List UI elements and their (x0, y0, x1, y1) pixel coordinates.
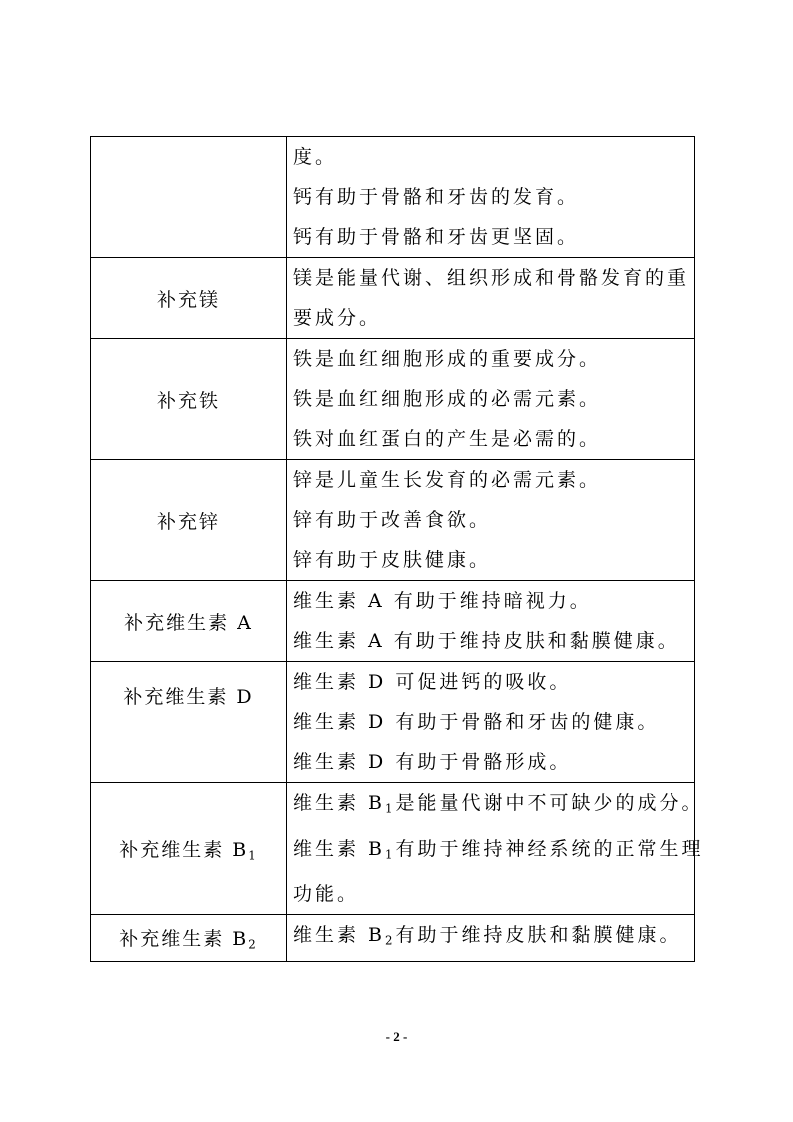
claim-line: 铁是血红细胞形成的必需元素。 (293, 388, 602, 410)
claim-line: 镁是能量代谢、组织形成和骨骼发育的重 (293, 267, 690, 289)
claim-line: 维生素 D 可促进钙的吸收。 (293, 671, 572, 693)
page-number: - 2 - (385, 1029, 408, 1044)
category-cell (91, 258, 287, 339)
category-cell (91, 137, 287, 258)
claim-line: 钙有助于骨骼和牙齿更坚固。 (293, 226, 580, 248)
claim-line: 度。 (293, 146, 338, 168)
claim-line: 维生素 D 有助于骨骼形成。 (293, 751, 572, 773)
claims-cell (287, 137, 695, 258)
category-cell (91, 339, 287, 460)
claim-line: 维生素 A 有助于维持皮肤和黏膜健康。 (293, 630, 680, 652)
category-label: 补充维生素 $B_2$ (119, 928, 258, 952)
claim-line: 维生素 $B_1$是能量代谢中不可缺少的成分。 (293, 792, 704, 816)
claim-line: 功能。 (293, 883, 360, 906)
claims-cell (287, 460, 695, 581)
category-cell (91, 915, 287, 962)
category-label: 补充铁 (156, 389, 220, 412)
claims-table (90, 136, 704, 962)
claim-line: 要成分。 (293, 307, 382, 329)
claim-line: 锌是儿童生长发育的必需元素。 (293, 469, 602, 491)
claim-line: 铁对血红蛋白的产生是必需的。 (293, 428, 602, 450)
claim-line: 锌有助于皮肤健康。 (293, 549, 492, 571)
table-row (91, 339, 695, 460)
table-row (91, 460, 695, 581)
table-row (91, 137, 695, 258)
claims-cell (287, 339, 695, 460)
table-row (91, 915, 695, 962)
claims-cell (287, 581, 695, 662)
claim-line: 维生素 A 有助于维持暗视力。 (293, 590, 592, 612)
claim-line: 维生素 D 有助于骨骼和牙齿的健康。 (293, 711, 660, 733)
table-row (91, 581, 695, 662)
claim-line: 钙有助于骨骼和牙齿的发育。 (293, 186, 580, 208)
claim-line: 维生素 $B_1$有助于维持神经系统的正常生理 (293, 837, 704, 862)
category-label: 补充维生素 $B_1$ (119, 838, 258, 863)
claim-line: 铁是血红细胞形成的重要成分。 (293, 348, 602, 370)
table-row (91, 662, 695, 783)
category-cell (91, 662, 287, 783)
category-cell (91, 460, 287, 581)
table-row (91, 783, 695, 915)
claims-cell (287, 915, 695, 962)
category-label: 补充镁 (156, 288, 220, 311)
claim-line: 维生素 $B_2$有助于维持皮肤和黏膜健康。 (293, 924, 682, 948)
claims-cell (287, 258, 695, 339)
category-label: 补充维生素 D (123, 686, 254, 708)
table-row (91, 258, 695, 339)
claims-cell (287, 662, 695, 783)
claim-line: 锌有助于改善食欲。 (293, 509, 492, 531)
category-label: 补充维生素 A (124, 611, 253, 634)
claims-cell (287, 783, 704, 915)
category-label: 补充锌 (156, 510, 220, 533)
category-cell (91, 783, 287, 915)
category-cell (91, 581, 287, 662)
